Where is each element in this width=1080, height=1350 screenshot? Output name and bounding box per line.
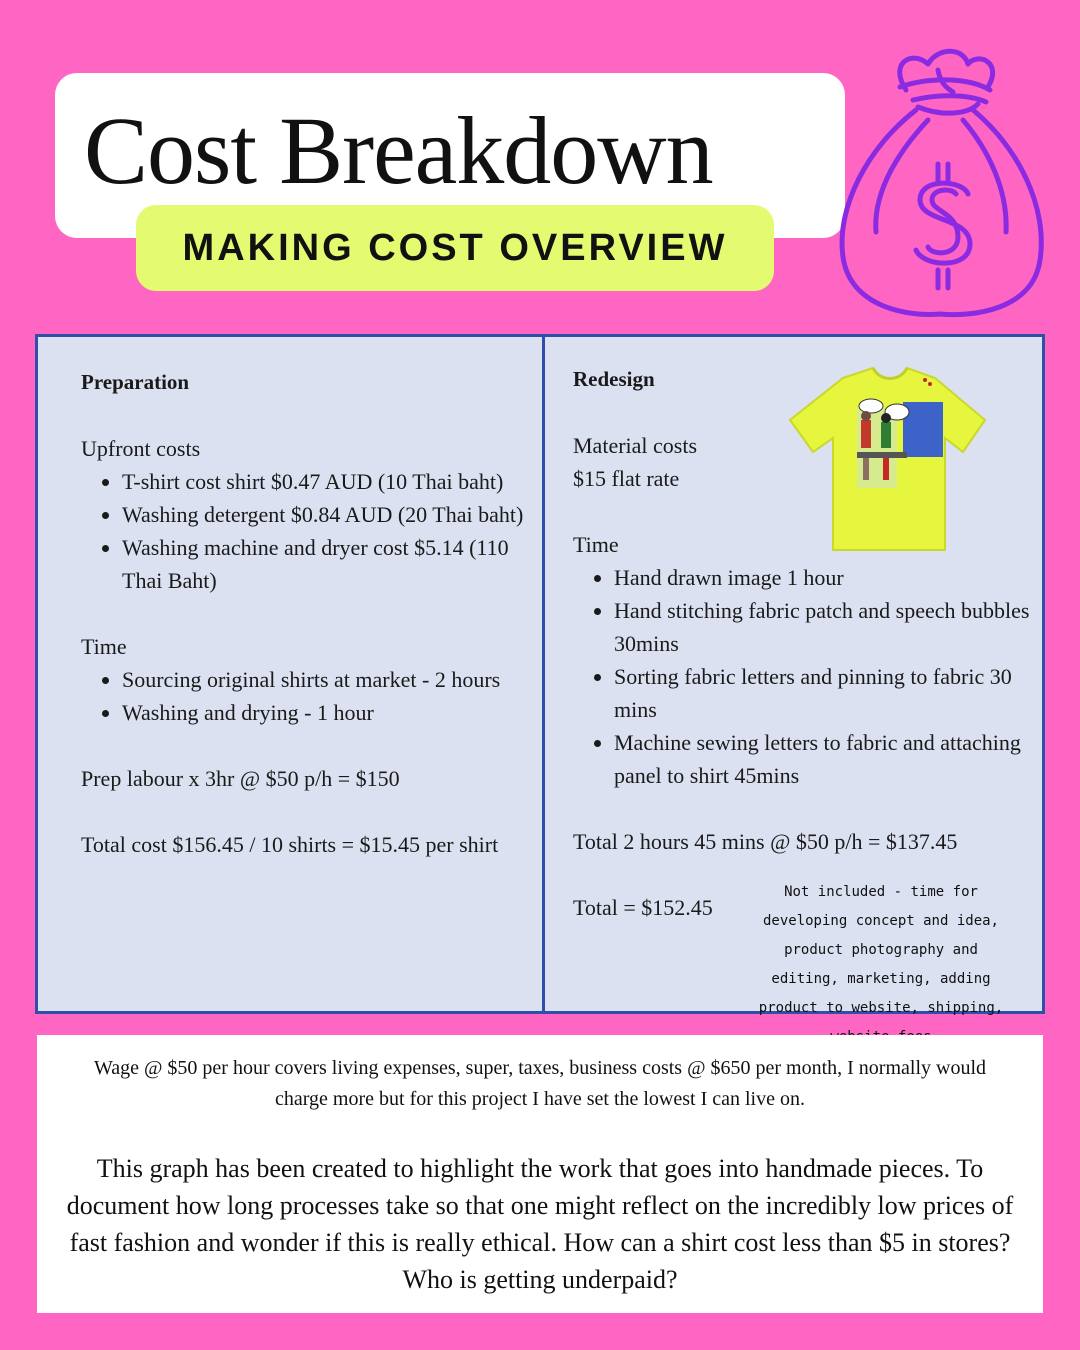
preparation-time-list (81, 663, 531, 729)
redesigned-shirt-image (785, 360, 990, 560)
redesign-time-total: Total 2 hours 45 mins @ $50 p/h = $137.45 (573, 829, 958, 854)
material-costs-value: $15 flat rate (573, 466, 680, 491)
purpose-statement: This graph has been created to highlight the work that goes into handmade pieces. To document how long processes take so that one might reflect on the incredibly low prices of fast fashion and wonder if this is really ethical. How can a shirt cost less than $5 in stores? Who is getting underpaid? (66, 1154, 1014, 1294)
preparation-column (81, 366, 531, 861)
redesign-time-list (573, 561, 1033, 792)
list-item: Hand drawn image 1 hour (573, 561, 1033, 594)
not-included-note: Not included - time for developing concept and idea, product photography and editing, marketing, adding product to website, shipping, (758, 884, 1004, 1016)
list-item: Machine sewing letters to fabric and attaching panel to shirt 45mins (573, 726, 1033, 792)
money-bag-icon (828, 42, 1053, 322)
list-item: Sourcing original shirts at market - 2 hours (81, 663, 531, 696)
wage-explanation: Wage @ $50 per hour covers living expenses, super, taxes, business costs @ $650 per month, I normally would charge more but for this project I have set the lowest I can live on. (93, 1057, 987, 1110)
list-item: Hand stitching fabric patch and speech bubbles 30mins (573, 594, 1033, 660)
list-item: Washing machine and dryer cost $5.14 (110 Thai Baht) (81, 531, 531, 597)
preparation-time-label: Time (81, 634, 127, 659)
upfront-costs-list (81, 465, 531, 597)
list-item: T-shirt cost shirt $0.47 AUD (10 Thai baht) (81, 465, 531, 498)
subtitle-badge: MAKING COST OVERVIEW (136, 205, 774, 291)
prep-labour-line: Prep labour x 3hr @ $50 p/h = $150 (81, 766, 400, 791)
material-costs-label: Material costs (573, 433, 698, 458)
page-title: Cost Breakdown (84, 97, 713, 204)
preparation-total: Total cost $156.45 / 10 shirts = $15.45 per shirt (81, 832, 499, 857)
preparation-heading: Preparation (81, 370, 190, 394)
redesign-time-label: Time (573, 532, 619, 557)
list-item: Sorting fabric letters and pinning to fabric 30 mins (573, 660, 1033, 726)
list-item: Washing and drying - 1 hour (81, 696, 531, 729)
redesign-total: Total = $152.45 (573, 895, 713, 920)
redesign-heading: Redesign (573, 367, 655, 391)
upfront-costs-label: Upfront costs (81, 436, 201, 461)
list-item: Washing detergent $0.84 AUD (20 Thai baht) (81, 498, 531, 531)
